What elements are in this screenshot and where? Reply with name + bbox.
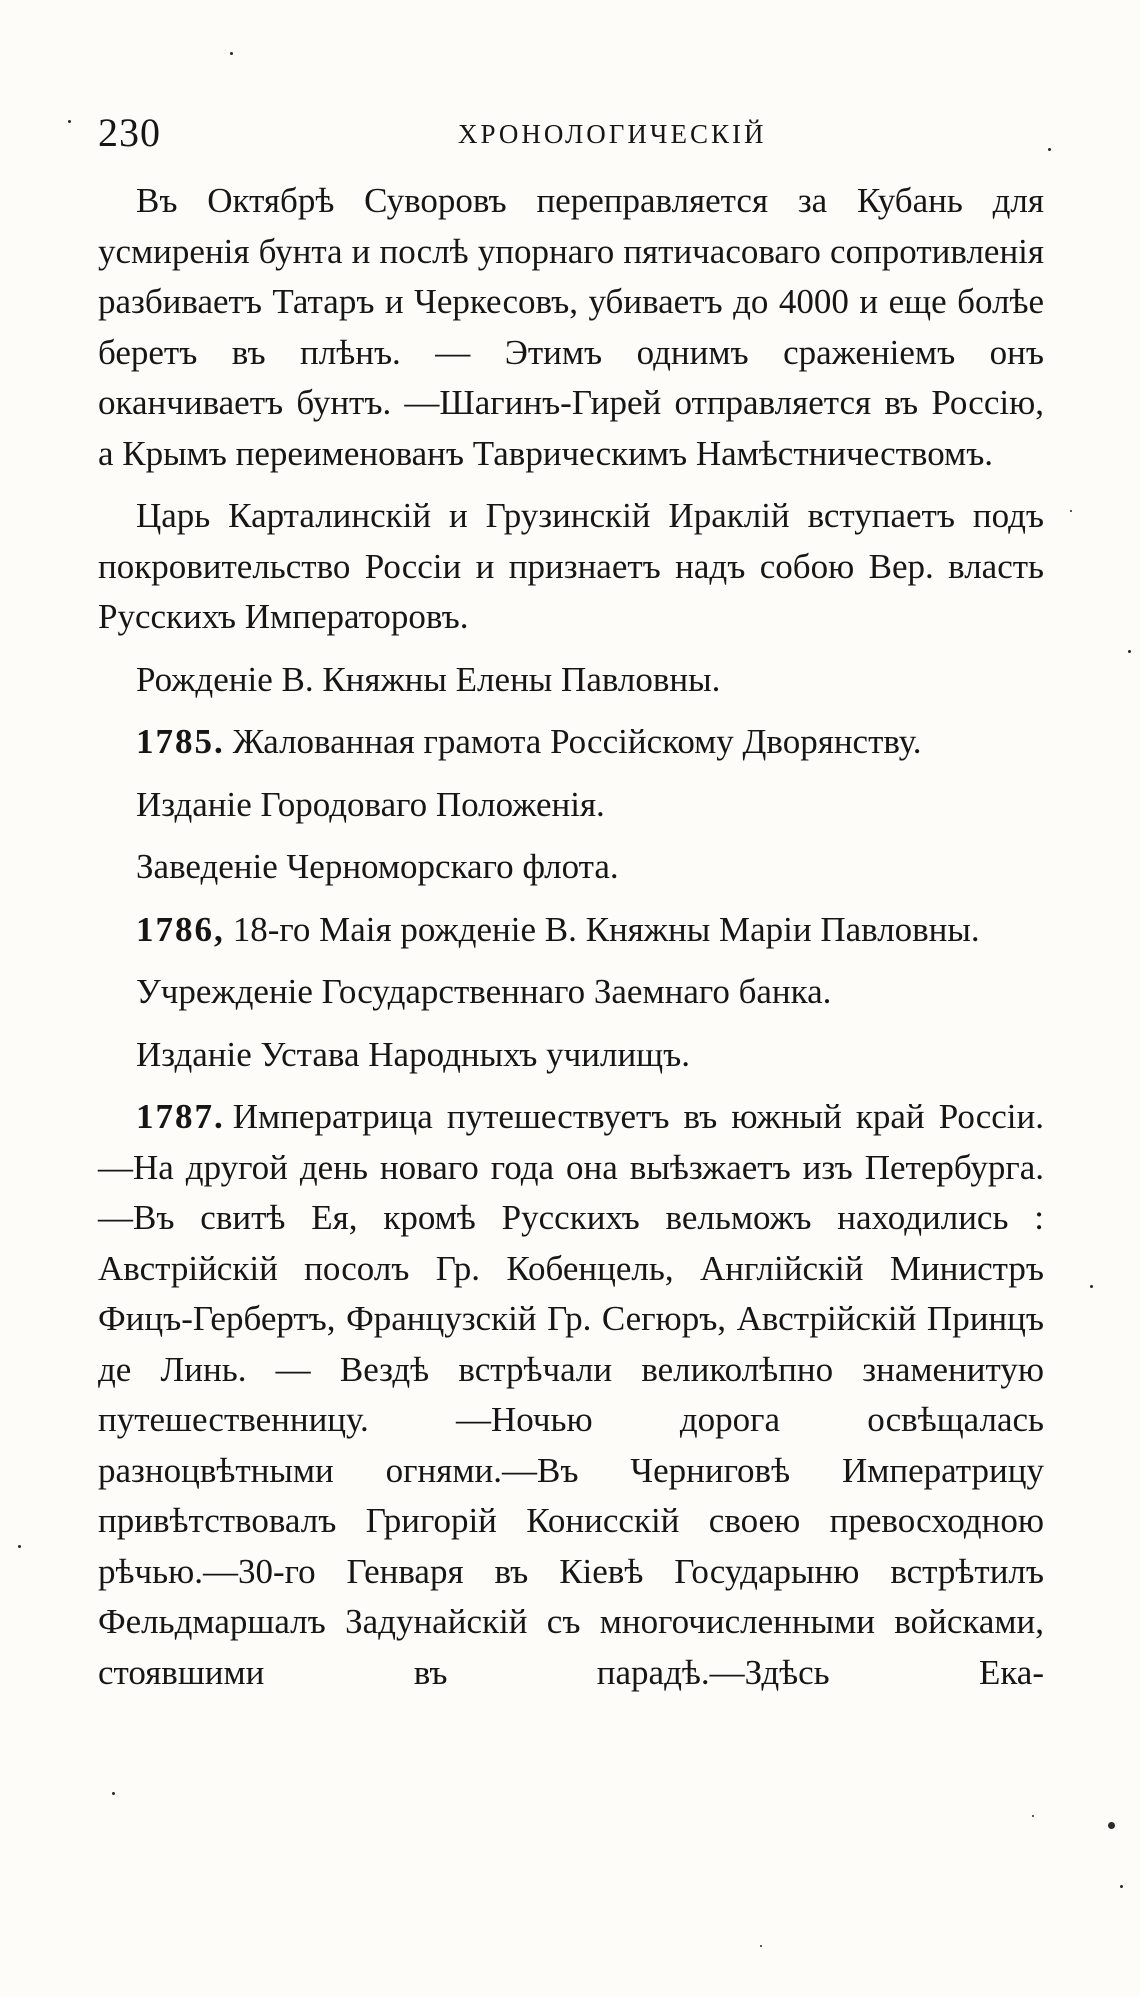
- paragraph-text: Заведеніе Черноморскаго флота.: [136, 847, 619, 886]
- paragraph-text: Въ Октябрѣ Суворовъ переправляется за Кубань для усмиренія бунта и послѣ упорнаго пятичасоваго сопротивленія разбиваетъ Татаръ и Черкесовъ, убиваетъ до 4000 и еще болѣе беретъ въ плѣнъ. — Этимъ однимъ сраженіемъ онъ оканчиваетъ бунтъ. —Шагинъ-Гирей отправляется въ Россію, а Крымъ переименованъ Таврическимъ Намѣстничествомъ.: [98, 181, 1044, 473]
- paragraph-loan-bank: [98, 967, 1044, 1018]
- paragraph-text: Рожденіе В. Княжны Елены Павловны.: [136, 659, 721, 699]
- scan-speck: [230, 52, 233, 55]
- scan-speck: [68, 120, 71, 123]
- scan-speck: [1108, 1822, 1115, 1829]
- paragraph-text: Царь Карталинскій и Грузинскій Ираклій вступаетъ подъ покровительство Россіи и признаетъ надъ собою Вер. власть Русскихъ Императоровъ.: [98, 496, 1044, 636]
- paragraph-heraclius: [98, 491, 1044, 643]
- year-label: 1787.: [136, 1097, 225, 1136]
- paragraph-1786-birth-maria: [98, 905, 1044, 956]
- paragraph-1787-journey: [98, 1092, 1044, 1698]
- scan-speck: [1048, 148, 1051, 151]
- page-header: [98, 108, 1058, 158]
- paragraph-1785-charter: [98, 717, 1044, 768]
- scan-speck: [1070, 510, 1072, 512]
- paragraph-text: Учрежденіе Государственнаго Заемнаго банка.: [136, 972, 832, 1011]
- year-label: 1786,: [136, 909, 225, 949]
- scan-speck: [1120, 1885, 1123, 1888]
- scan-speck: [1128, 650, 1131, 653]
- paragraph-text: Изданіе Устава Народныхъ училищъ.: [136, 1034, 690, 1074]
- scan-speck: [1090, 1285, 1093, 1288]
- paragraph-text: Жалованная грамота Россійскому Дворянству.: [232, 722, 922, 761]
- paragraph-text: 18-го Маія рожденіе В. Княжны Маріи Павловны.: [232, 909, 980, 949]
- paragraph-black-sea-fleet: [98, 842, 1044, 893]
- paragraph-text: Императрица путешествуетъ въ южный край Россіи.—На другой день новаго года она выѣзжаетъ изъ Петербурга. —Въ свитѣ Ея, кромѣ Русскихъ вельможъ находились : Австрійскій посолъ Гр. Кобенцель, Англійскій Министръ Фицъ-Гербертъ, Французскій Гр. Сегюръ, Австрійскій Принцъ де Линь. — Вездѣ встрѣчали великолѣпно знаменитую путешественницу. —Ночью дорога освѣщалась разноцвѣтными огнями.—Въ Черниговѣ Императрицу привѣтствовалъ Григорій Конисскій своею превосходною рѣчью.—30-го Генваря въ Кіевѣ Государыню встрѣтилъ Фельдмаршалъ Задунайскій съ многочисленными войсками, стоявшими въ парадѣ.—Здѣсь Ека-: [98, 1097, 1044, 1692]
- paragraph-school-statute: [98, 1030, 1044, 1081]
- page-number: 230: [98, 110, 161, 155]
- paragraph-birth-elena: [98, 655, 1044, 706]
- paragraph-kuban-campaign: [98, 176, 1044, 479]
- paragraph-text: Изданіе Городоваго Положенія.: [136, 784, 605, 824]
- scan-speck: [1032, 1815, 1034, 1817]
- body-text: [98, 176, 1044, 1710]
- paragraph-town-statute: [98, 780, 1044, 831]
- scan-speck: [18, 1545, 21, 1548]
- running-head: ХРОНОЛОГИЧЕСКІЙ: [458, 119, 767, 149]
- year-label: 1785.: [136, 722, 225, 761]
- scan-speck: [112, 1792, 115, 1795]
- scan-speck: [760, 1945, 762, 1947]
